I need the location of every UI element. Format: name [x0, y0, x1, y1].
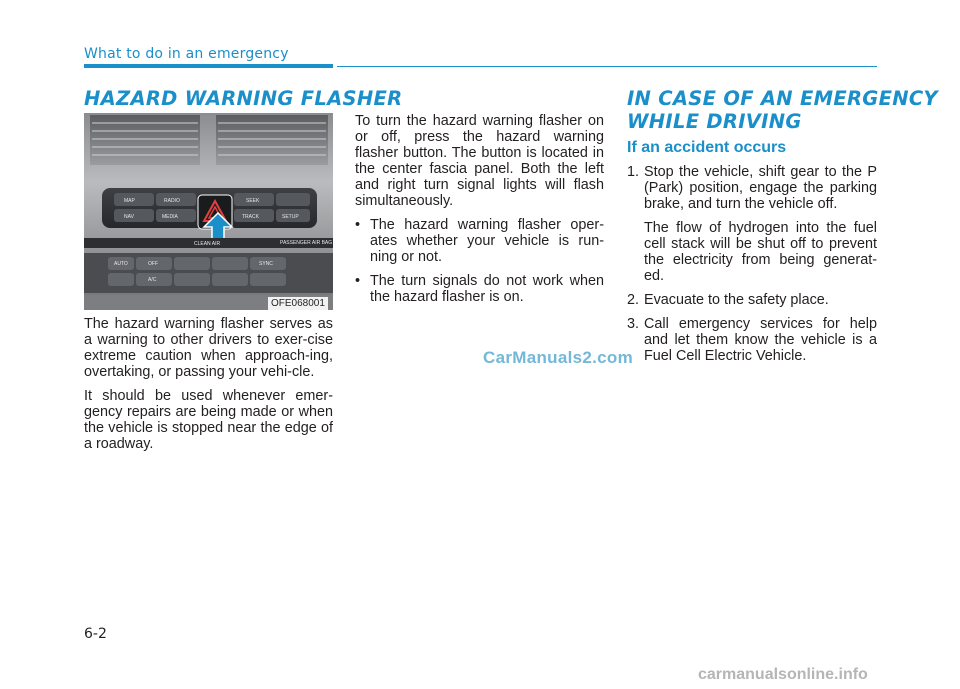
- step-text: Evacuate to the safety place.: [644, 292, 829, 308]
- step-number: 1.: [627, 164, 640, 180]
- svg-text:CLEAN AIR: CLEAN AIR: [194, 241, 221, 247]
- svg-text:PASSENGER AIR BAG: PASSENGER AIR BAG: [280, 240, 333, 246]
- left-column-text: [84, 316, 333, 460]
- bullet-text: The hazard warning flasher oper-ates whether your vehicle is run-ning or not.: [370, 217, 604, 265]
- header-rule-thick: [84, 64, 333, 68]
- svg-text:NAV: NAV: [124, 214, 134, 220]
- page-number: 6-2: [84, 626, 107, 642]
- svg-text:AUTO: AUTO: [114, 261, 128, 267]
- hazard-paragraph-1: The hazard warning flasher serves as a warning to other drivers to exer-cise extreme caution when approach-ing, overtaking, or passing your vehi-cle.: [84, 316, 333, 380]
- step-1-note: The flow of hydrogen into the fuel cell stack will be shut off to prevent the electricity from being generat-ed.: [644, 220, 877, 284]
- step-text: Stop the vehicle, shift gear to the P (Park) position, engage the parking brake, and turn the vehicle off.: [644, 164, 877, 212]
- hazard-heading: HAZARD WARNING FLASHER: [84, 87, 403, 110]
- step-text: Call emergency services for help and let them know the vehicle is a Fuel Cell Electric Vehicle.: [644, 316, 877, 364]
- section-label: What to do in an emergency: [84, 46, 289, 62]
- svg-text:MEDIA: MEDIA: [162, 214, 178, 220]
- emergency-heading-line2: WHILE DRIVING: [627, 110, 802, 133]
- step-number: 2.: [627, 292, 640, 308]
- svg-text:OFF: OFF: [148, 261, 158, 267]
- svg-text:SEEK: SEEK: [246, 198, 260, 204]
- hazard-paragraph-2: It should be used whenever emer-gency repairs are being made or when the vehicle is stopped near the edge of a roadway.: [84, 388, 333, 452]
- svg-text:SYNC: SYNC: [259, 261, 273, 267]
- svg-text:SETUP: SETUP: [282, 214, 299, 220]
- hazard-instructions: To turn the hazard warning flasher on or off, press the hazard warning flasher button. The button is located in the center fascia panel. Both the left and right turn signal lights will flash simultaneously.: [355, 113, 604, 209]
- watermark-carmanualsonline[interactable]: carmanualsonline.info: [698, 666, 868, 683]
- watermark-carmanuals2[interactable]: CarManuals2.com: [483, 348, 633, 367]
- svg-text:RADIO: RADIO: [164, 198, 180, 204]
- bullet-item: [355, 273, 604, 305]
- accident-subheading: If an accident occurs: [627, 139, 787, 156]
- step-number: 3.: [627, 316, 640, 332]
- header-rule-thin: [337, 66, 877, 67]
- bullet-item: [355, 217, 604, 265]
- step-3: [627, 316, 877, 364]
- step-1: [627, 164, 877, 212]
- bullet-mark: •: [355, 273, 361, 289]
- step-2: [627, 292, 877, 308]
- right-column-text: [627, 164, 877, 372]
- svg-text:TRACK: TRACK: [242, 214, 259, 220]
- middle-column-text: [355, 113, 604, 313]
- svg-text:A/C: A/C: [148, 277, 157, 283]
- bullet-text: The turn signals do not work when the hazard flasher is on.: [370, 273, 604, 305]
- image-caption: OFE068001: [268, 297, 328, 310]
- emergency-heading-line1: IN CASE OF AN EMERGENCY: [627, 87, 938, 110]
- hazard-panel-photo: [84, 113, 333, 310]
- bullet-mark: •: [355, 217, 361, 233]
- svg-text:MAP: MAP: [124, 198, 135, 204]
